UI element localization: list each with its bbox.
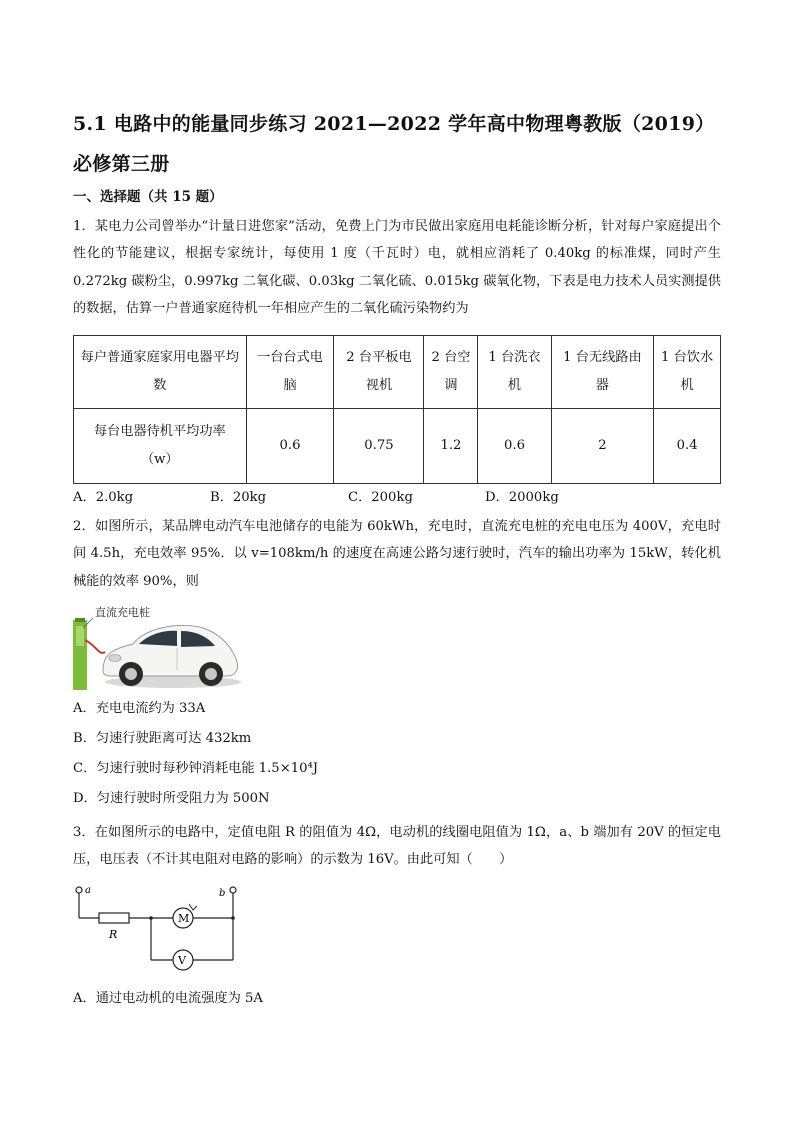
- table-cell: 每台电器待机平均功率（w）: [74, 409, 247, 484]
- power-table: [73, 335, 721, 484]
- option-b: B．匀速行驶距离可达 432km: [73, 731, 252, 746]
- question-1-text: 1．某电力公司曾举办“计量日进您家”活动，免费上门为市民做出家庭用电耗能诊断分析，针对每户家庭提出个性化的节能建议，根据专家统计，每使用 1 度（千瓦时）电，就相应消耗了 0.40kg 的标准煤，同时产生 0.272kg 碳粉尘，0.997kg 二氧化碳、0.03kg 二氧化硫、0.015kg 碳氧化物，下表是电力技术人员实测提供的数据，估算一户普通家庭待机一年相应产生的二氧化硫污染物约为: [73, 219, 721, 317]
- question-2-text: 2．如图所示，某品牌电动汽车电池储存的电能为 60kWh，充电时，直流充电桩的充电电压为 400V，充电时间 4.5h，充电效率 95%．以 v=108km/h 的速度在高速公路匀速行驶时，汽车的输出功率为 15kW，转化机械能的效率 90%，则: [73, 519, 721, 589]
- table-row: [74, 409, 721, 484]
- table-cell: 2: [551, 409, 654, 484]
- table-cell: 0.75: [334, 409, 424, 484]
- car-illustration: [73, 604, 241, 690]
- table-cell: 0.4: [654, 409, 721, 484]
- table-cell: 每户普通家庭家用电器平均数: [74, 336, 247, 409]
- table-cell: 1 台无线路由器: [551, 336, 654, 409]
- circuit-diagram: [73, 882, 243, 974]
- charging-cable: [85, 640, 105, 653]
- terminal-b: [230, 887, 236, 893]
- table-cell: 一台台式电脑: [246, 336, 334, 409]
- svg-text:R: R: [109, 928, 118, 941]
- table-cell: 2 台平板电视机: [334, 336, 424, 409]
- option-a: A．通过电动机的电流强度为 5A: [73, 991, 263, 1006]
- table-cell: 1 台饮水机: [654, 336, 721, 409]
- terminal-a: [76, 887, 82, 893]
- svg-text:V: V: [178, 954, 186, 967]
- resistor: [99, 913, 129, 923]
- table-cell: 0.6: [246, 409, 334, 484]
- option-d: D．2000kg: [485, 490, 559, 505]
- svg-text:M: M: [178, 912, 190, 925]
- document-title: 5.1 电路中的能量同步练习 2021—2022 学年高中物理粤教版（2019）必修第三册: [73, 113, 715, 175]
- table-cell: 1 台洗衣机: [478, 336, 551, 409]
- question-3-text: 3．在如图所示的电路中，定值电阻 R 的阻值为 4Ω，电动机的线圈电阻值为 1Ω，a、b 端加有 20V 的恒定电压，电压表（不计其电阻对电路的影响）的示数为 16V。由此可知（ ）: [73, 825, 721, 868]
- section-heading: 一、选择题（共 15 题）: [73, 189, 223, 205]
- svg-text:a: a: [85, 885, 91, 896]
- table-cell: 0.6: [478, 409, 551, 484]
- figure-label: 直流充电桩: [95, 606, 150, 619]
- option-a: A．充电电流约为 33A: [73, 701, 206, 716]
- option-c: C．200kg: [348, 490, 413, 505]
- table-row: [74, 336, 721, 409]
- ev-charging-figure: [73, 604, 241, 690]
- option-b: B．20kg: [210, 490, 267, 505]
- table-cell: 2 台空调: [424, 336, 478, 409]
- svg-text:b: b: [219, 888, 226, 899]
- option-c: C．匀速行驶时每秒钟消耗电能 1.5×10⁴J: [73, 761, 319, 776]
- option-d: D．匀速行驶时所受阻力为 500N: [73, 791, 270, 806]
- option-a: A．2.0kg: [73, 490, 134, 505]
- table-cell: 1.2: [424, 409, 478, 484]
